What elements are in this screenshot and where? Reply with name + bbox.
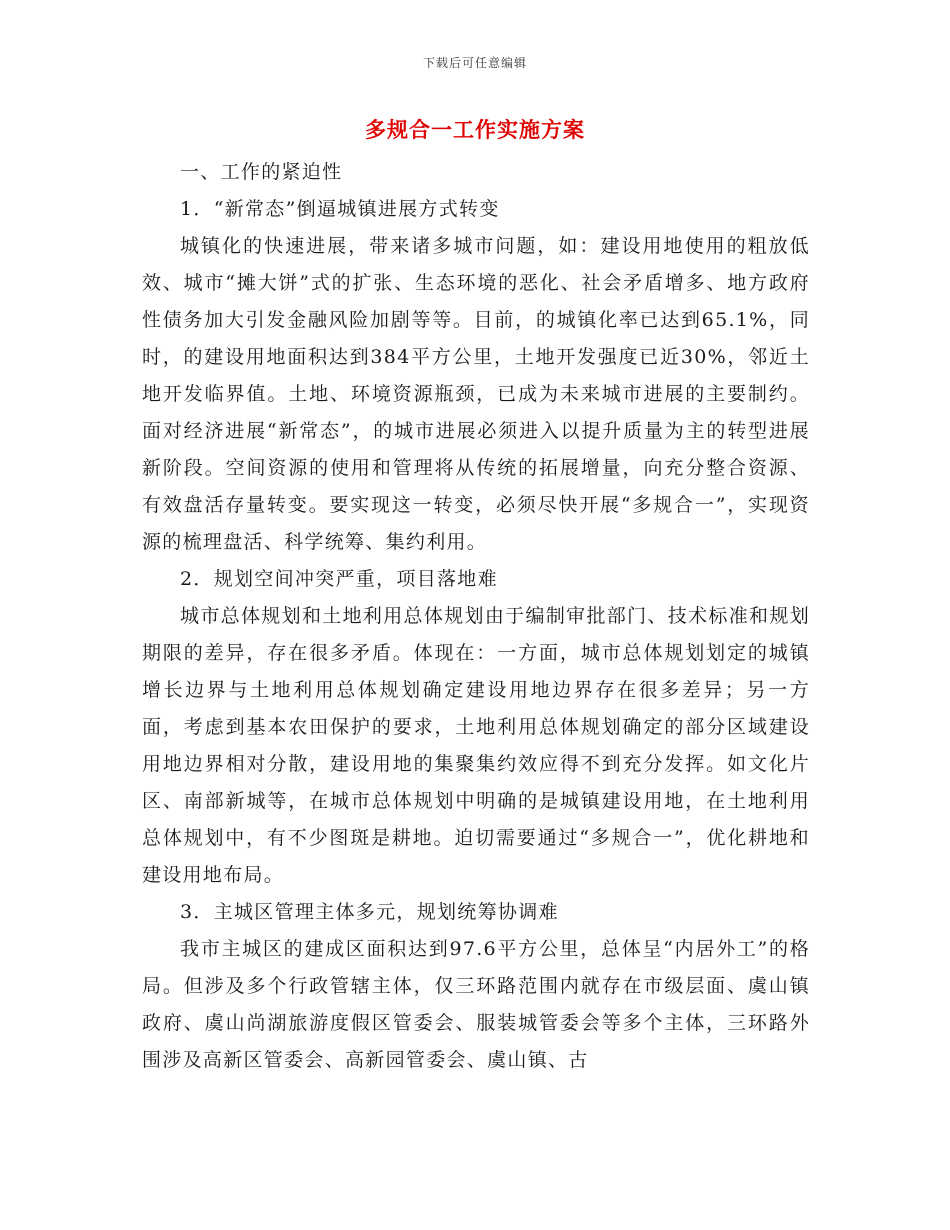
page-header-note: 下载后可任意编辑 bbox=[422, 56, 527, 70]
body-paragraph-2: 城市总体规划和土地利用总体规划由于编制审批部门、技术标准和规划期限的差异，存在很多矛盾。体现在：一方面，城市总体规划划定的城镇增长边界与土地利用总体规划确定建设用地边界存在很多差异；另一方面，考虑到基本农田保护的要求，土地利用总体规划确定的部分区域建设用地边界相对分散，建设用地的集聚集约效应得不到充分发挥。如文化片区、南部新城等，在城市总体规划中明确的是城镇建设用地，在土地利用总体规划中，有不少图斑是耕地。迫切需要通过“多规合一”，优化耕地和建设用地布局。 bbox=[142, 605, 810, 886]
body-paragraph-3: 我市主城区的建成区面积达到97.6平方公里，总体呈“内居外工”的格局。但涉及多个行政管辖主体，仅三环路范围内就存在市级层面、虞山镇政府、虞山尚湖旅游度假区管委会、服装城管委会等多个主体，三环路外围涉及高新区管委会、高新园管委会、虞山镇、古 bbox=[142, 938, 810, 1071]
body-paragraph-1: 城镇化的快速进展，带来诸多城市问题，如：建设用地使用的粗放低效、城市“摊大饼”式的扩张、生态环境的恶化、社会矛盾增多、地方政府性债务加大引发金融风险加剧等等。目前，的城镇化率已达到65.1%，同时，的建设用地面积达到384平方公里，土地开发强度已近30%，邻近土地开发临界值。土地、环境资源瓶颈，已成为未来城市进展的主要制约。面对经济进展“新常态”，的城市进展必须进入以提升质量为主的转型进展新阶段。空间资源的使用和管理将从传统的拓展增量，向充分整合资源、有效盘活存量转变。要实现这一转变，必须尽快开展“多规合一”，实现资源的梳理盘活、科学统筹、集约利用。 bbox=[142, 235, 810, 553]
subsection-heading-2: 2．规划空间冲突严重，项目落地难 bbox=[180, 568, 498, 590]
document-body bbox=[142, 154, 810, 1079]
subsection-heading-3: 3．主城区管理主体多元，规划统筹协调难 bbox=[180, 901, 559, 923]
subsection-heading-1: 1．“新常态”倒逼城镇进展方式转变 bbox=[180, 198, 500, 220]
section-heading-1: 一、工作的紧迫性 bbox=[180, 161, 343, 183]
document-title: 多规合一工作实施方案 bbox=[365, 117, 585, 142]
